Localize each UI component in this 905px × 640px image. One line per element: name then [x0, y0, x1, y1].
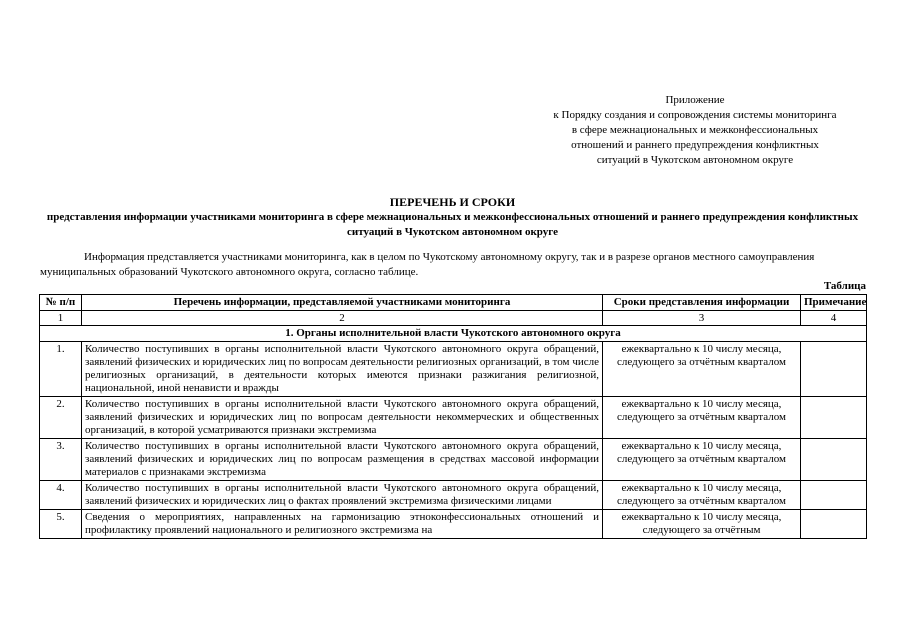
document-subtitle: представления информации участниками мониторинга в сфере межнациональных и межконфессиональных отношений и раннего предупреждения конфликтных ситуаций в Чукотском автономном округе	[46, 211, 859, 238]
row-num: 3.	[40, 439, 82, 481]
row-term: ежеквартально к 10 числу месяца, следующего за отчётным	[603, 510, 801, 539]
row-note	[801, 342, 867, 397]
row-term: ежеквартально к 10 числу месяца, следующего за отчётным кварталом	[603, 397, 801, 439]
appendix-line: в сфере межнациональных и межконфессиональных	[571, 124, 819, 136]
row-num: 4.	[40, 481, 82, 510]
row-text: Количество поступивших в органы исполнительной власти Чукотского автономного округа обращений, заявлений физических и юридических лиц о фактах проявлений экстремизма физическими лицами	[82, 481, 603, 510]
appendix-line: ситуаций в Чукотском автономном округе	[596, 154, 794, 166]
row-text: Количество поступивших в органы исполнительной власти Чукотского автономного округа обращений, заявлений физических и юридических лиц по вопросам деятельности религиозных организаций, в том числе религиозных организаций, в деятельности которых имеются признаки разжигания религиозной, национальной, иной ненависти и вражды	[82, 342, 603, 397]
row-note	[801, 481, 867, 510]
header-term: Сроки представления информации	[603, 295, 801, 311]
row-note	[801, 510, 867, 539]
appendix-line: Приложение	[665, 94, 725, 106]
row-note	[801, 439, 867, 481]
row-num: 2.	[40, 397, 82, 439]
header-note: Примечание	[801, 295, 867, 311]
header-num: № п/п	[40, 295, 82, 311]
index-cell: 2	[82, 311, 603, 326]
appendix-line: к Порядку создания и сопровождения системы мониторинга	[553, 109, 837, 121]
row-text: Количество поступивших в органы исполнительной власти Чукотского автономного округа обращений, заявлений физических и юридических лиц по вопросам деятельности некоммерческих и общественных организаций, в которой усматриваются признаки экстремизма	[82, 397, 603, 439]
row-num: 1.	[40, 342, 82, 397]
table-header-row	[40, 295, 867, 311]
table-row	[40, 342, 867, 397]
monitoring-table	[39, 294, 867, 539]
table-row	[40, 439, 867, 481]
appendix-block	[520, 93, 870, 168]
table-section-row	[40, 326, 867, 342]
table-row	[40, 510, 867, 539]
row-term: ежеквартально к 10 числу месяца, следующего за отчётным кварталом	[603, 342, 801, 397]
table-index-row	[40, 311, 867, 326]
appendix-line: отношений и раннего предупреждения конфликтных	[571, 139, 819, 151]
section-title: 1. Органы исполнительной власти Чукотского автономного округа	[40, 326, 867, 342]
index-cell: 4	[801, 311, 867, 326]
index-cell: 3	[603, 311, 801, 326]
row-text: Количество поступивших в органы исполнительной власти Чукотского автономного округа обращений, заявлений физических и юридических лиц по вопросам размещения в средствах массовой информации материалов с признаками экстремизма	[82, 439, 603, 481]
document-title: ПЕРЕЧЕНЬ И СРОКИ	[389, 195, 516, 209]
intro-paragraph: Информация представляется участниками мониторинга, как в целом по Чукотскому автономному округу, так и в разрезе органов местного самоуправления муниципальных образований Чукотского автономного округа, согласно таблице.	[40, 251, 815, 278]
index-cell: 1	[40, 311, 82, 326]
row-num: 5.	[40, 510, 82, 539]
row-note	[801, 397, 867, 439]
table-label: Таблица	[823, 280, 866, 292]
table-row	[40, 481, 867, 510]
row-term: ежеквартально к 10 числу месяца, следующего за отчётным кварталом	[603, 439, 801, 481]
header-info: Перечень информации, представляемой участниками мониторинга	[82, 295, 603, 311]
row-text: Сведения о мероприятиях, направленных на гармонизацию этноконфессиональных отношений и профилактику проявлений национального и религиозного экстремизма на	[82, 510, 603, 539]
table-row	[40, 397, 867, 439]
row-term: ежеквартально к 10 числу месяца, следующего за отчётным кварталом	[603, 481, 801, 510]
